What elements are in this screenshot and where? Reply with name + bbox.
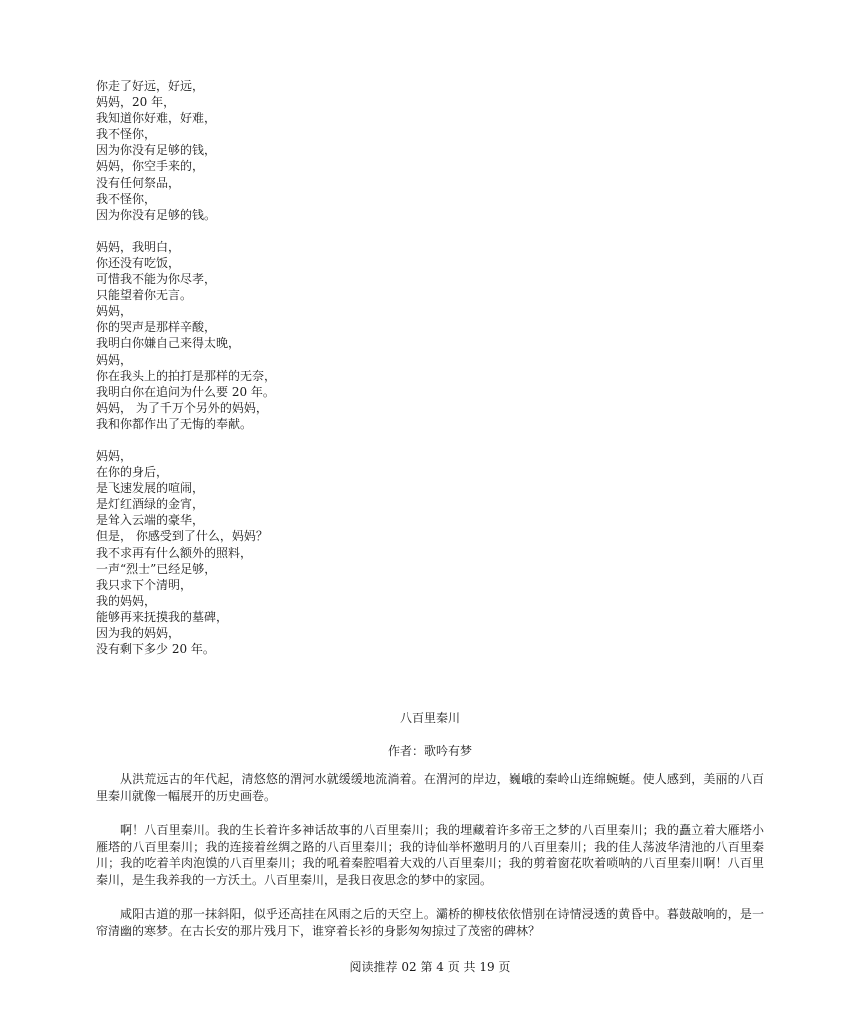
poem-line: 妈妈， <box>96 304 133 319</box>
article-paragraph-3 <box>96 906 764 939</box>
poem-line: 你还没有吃饭， <box>96 255 181 270</box>
poem-line: 因为你没有足够的钱。 <box>96 207 217 222</box>
poem-line: 我不怪你， <box>96 191 157 206</box>
article-paragraph-1 <box>96 771 764 804</box>
paragraph-text: 咸阳古道的那一抹斜阳，似乎还高挂在风雨之后的天空上。灞桥的柳枝依依惜别在诗情浸透的黄昏中。暮鼓敲响的，是一帘清幽的寒梦。在古长安的那片残月下，谁穿着长衫的身影匆匆掠过了茂密的碑林？ <box>96 907 764 938</box>
poem-line: 我知道你好难，好难， <box>96 111 217 126</box>
poem-line: 妈妈， <box>96 352 133 367</box>
poem-line: 妈妈，20 年， <box>96 95 176 110</box>
poem-line: 你的哭声是那样辛酸， <box>96 320 217 335</box>
poem-line: 在你的身后， <box>96 465 169 480</box>
paragraph-text: 啊！八百里秦川。我的生长着许多神话故事的八百里秦川；我的埋藏着许多帝王之梦的八百里秦川；我的矗立着大雁塔小雁塔的八百里秦川；我的连接着丝绸之路的八百里秦川；我的诗仙举杯邀明月的八百里秦川；我的佳人荡波华清池的八百里秦川；我的吃着羊肉泡馍的八百里秦川；我的吼着秦腔唱着大戏的八百里秦川；我的剪着窗花吹着唢呐的八百里秦川啊！八百里秦川，是生我养我的一方沃土。八百里秦川，是我日夜思念的梦中的家园。 <box>96 823 764 887</box>
article-author: 作者：歌吟有梦 <box>387 744 472 758</box>
poem-line: 可惜我不能为你尽孝， <box>96 272 217 287</box>
poem-line: 妈妈，我明白， <box>96 239 181 254</box>
poem-line: 是飞速发展的喧闹， <box>96 481 205 496</box>
page-footer: 阅读推荐 02 第 4 页 共 19 页 <box>349 960 511 974</box>
poem-line: 妈妈，你空手来的， <box>96 159 205 174</box>
poem-line: 能够再来抚摸我的墓碑， <box>96 609 229 624</box>
poem-line: 我的妈妈， <box>96 593 157 608</box>
poem-line: 你在我头上的拍打是那样的无奈， <box>96 368 277 383</box>
poem-line: 是灯红酒绿的金宵， <box>96 497 205 512</box>
poem-line: 因为我的妈妈， <box>96 626 181 640</box>
poem-line: 妈妈， <box>96 448 133 463</box>
poem-line: 是耸入云端的豪华， <box>96 513 205 528</box>
poem-line: 一声“烈士”已经足够， <box>96 561 217 576</box>
poem-line: 因为你没有足够的钱， <box>96 143 217 158</box>
poem-line: 没有任何祭品， <box>96 175 181 190</box>
poem-line: 我不求再有什么额外的照料， <box>96 545 253 560</box>
poem-line: 我不怪你， <box>96 127 157 142</box>
poem-stanza <box>96 78 396 223</box>
poem-line: 只能望着你无言。 <box>96 288 193 303</box>
poem-stanza <box>96 239 396 432</box>
poem-line: 我明白你嫌自己来得太晚， <box>96 336 241 351</box>
poem-line: 没有剩下多少 20 年。 <box>96 642 215 657</box>
poem-line: 你走了好远，好远， <box>96 79 205 93</box>
paragraph-text: 从洪荒远古的年代起，清悠悠的渭河水就缓缓地流淌着。在渭河的岸边，巍峨的秦岭山连绵蜿蜒。使人感到，美丽的八百里秦川就像一幅展开的历史画卷。 <box>96 772 764 803</box>
poem-line: 我明白你在追问为什么要 20 年。 <box>96 384 275 399</box>
poem <box>96 78 396 673</box>
poem-stanza <box>96 448 396 657</box>
poem-line: 但是， 你感受到了什么，妈妈？ <box>96 529 268 544</box>
article-paragraph-2 <box>96 822 764 888</box>
poem-line: 我和你都作出了无悔的奉献。 <box>96 416 253 431</box>
article-title: 八百里秦川 <box>399 711 460 725</box>
poem-line: 妈妈， 为了千万个另外的妈妈， <box>96 400 268 415</box>
poem-line: 我只求下个清明， <box>96 577 193 592</box>
